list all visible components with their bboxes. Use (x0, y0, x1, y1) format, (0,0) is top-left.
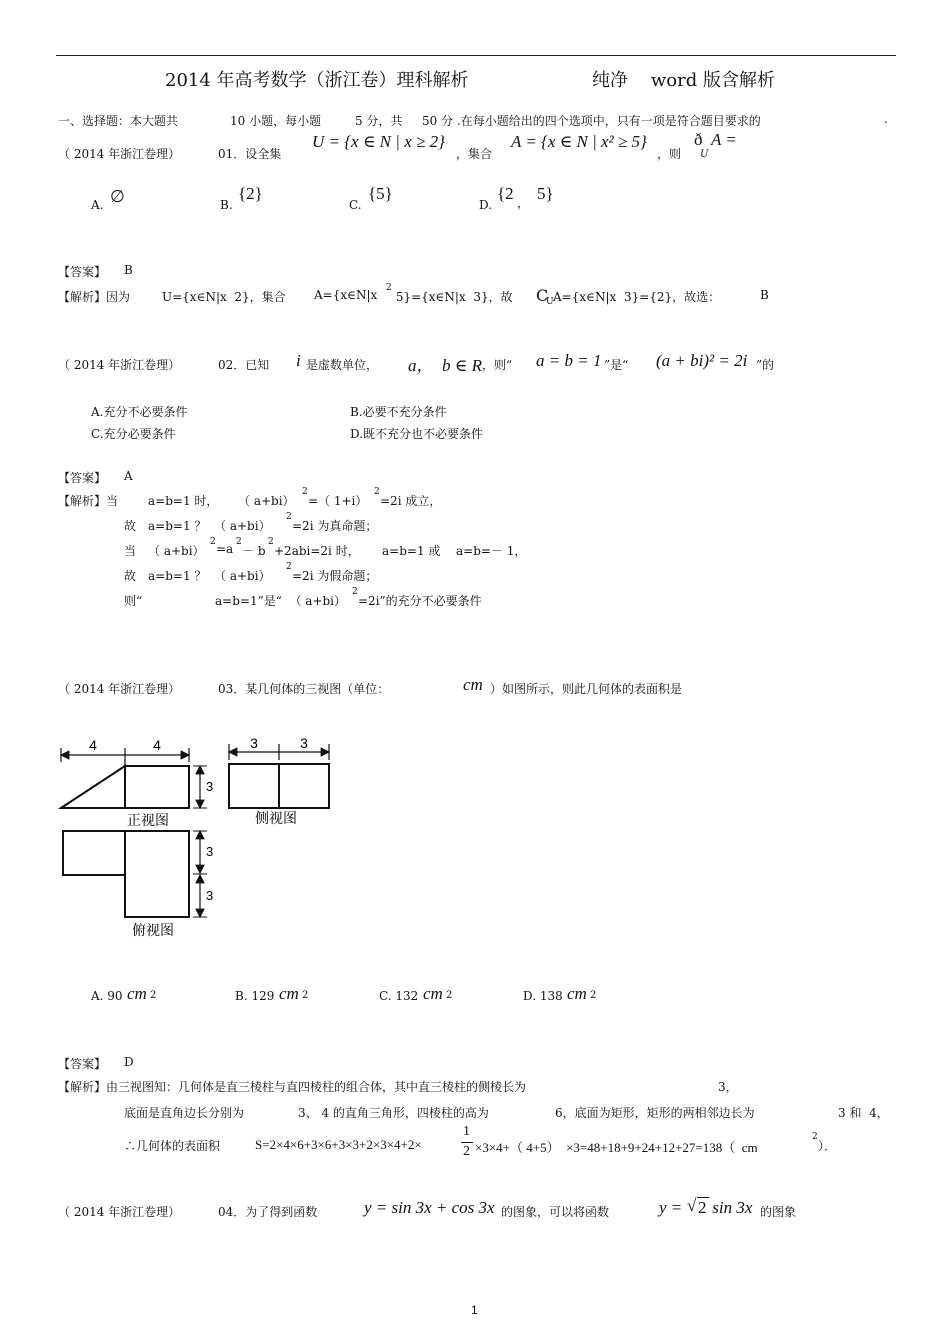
q3-option-c-unit: cm (423, 984, 443, 1003)
section-intro-e: . (884, 112, 888, 126)
front-view (61, 737, 213, 828)
side-width-right: 3 (300, 735, 308, 751)
q3-option-a-value: A. 90 (91, 989, 123, 1003)
front-rectangle (125, 766, 189, 808)
q4-num: 04．为了得到函数 (218, 1205, 318, 1219)
q1-tail: ，则 (657, 147, 682, 161)
q2-option-b: B.必要不充分条件 (350, 405, 447, 419)
q3-option-d-unit: cm (567, 984, 587, 1003)
q4-mid: 的图象，可以将函数 (501, 1205, 610, 1219)
q4-function-2-root: 2 (698, 1198, 707, 1217)
q2-tail: ”的 (756, 358, 775, 372)
q4-tail: 的图象 (760, 1205, 797, 1219)
q1-num: 01．设全集 (218, 147, 282, 161)
q1-answer-label: 【答案】 (58, 265, 107, 279)
q1-solution-3: 5}={x∈N|x 3}，故 (392, 290, 513, 304)
q1-option-a-value: ∅ (110, 187, 125, 206)
top-view (63, 831, 213, 938)
q1-option-d-value-2: 5} (537, 184, 554, 203)
q2-expression: (a + bi)² = 2i (656, 351, 748, 370)
q2-sol-l3-sup2: 2 (236, 537, 242, 547)
fraction-numerator: 1 (463, 1124, 470, 1139)
top-height-upper-label: 3 (206, 844, 214, 859)
q2-sol-l2-sup: 2 (286, 512, 292, 522)
q1-complement-sub: U (700, 149, 709, 160)
q3-option-c-value: C. 132 (379, 989, 419, 1003)
q3-sol-l2c: 6，底面为矩形，矩形的两相邻边长为 (555, 1106, 755, 1120)
q2-sol-l3g: a=b=－ 1， (456, 544, 527, 558)
q1-solution-2: A={x∈N|x (314, 288, 378, 302)
q2-sol-l3c: =a (216, 542, 234, 556)
fraction-bar (461, 1142, 473, 1143)
q3-option-c-sup: 2 (446, 990, 453, 1001)
q3-option-a-unit: cm (127, 984, 147, 1003)
q3-sol-l2a: 底面是直角边长分别为 (124, 1106, 245, 1120)
q2-option-c: C.充分必要条件 (91, 427, 176, 441)
q3-sol-l1: 【解析】由三视图知：几何体是直三棱柱与直四棱柱的组合体，其中直三棱柱的侧棱长为 (58, 1080, 527, 1094)
q2-label: （ 2014 年浙江卷理） (58, 358, 181, 372)
q2-sol-l5-sup: 2 (352, 587, 358, 597)
section-intro-a: 一、选择题：本大题共 (58, 114, 179, 128)
q3-option-b-value: B. 129 (235, 989, 275, 1003)
q4-label: （ 2014 年浙江卷理） (58, 1205, 181, 1219)
page-number: 1 (471, 1303, 478, 1317)
front-width-right: 4 (153, 737, 161, 753)
front-view-caption: 正视图 (127, 812, 169, 828)
sqrt-icon: √ (687, 1196, 697, 1215)
q2-sol-l4-sup: 2 (286, 562, 292, 572)
q2-sol-l3e: +2abi=2i 时， (274, 544, 360, 558)
side-view-caption: 侧视图 (255, 810, 297, 826)
q1-option-b-value: {2} (238, 184, 263, 203)
top-right-rectangle (125, 831, 189, 917)
q2-sol-l1b: （ a+bi） (238, 494, 295, 508)
section-intro-c: 5 分，共 (355, 114, 403, 128)
q3-sol-l1-end: 3， (718, 1080, 738, 1094)
q1-solution-6: B (760, 288, 769, 302)
header-rule (56, 55, 896, 56)
q1-option-d-sep: ， (517, 196, 530, 210)
q3-option-b-unit: cm (279, 984, 299, 1003)
fraction-denominator: 2 (463, 1144, 470, 1159)
q1-option-c-label: C. (349, 198, 362, 212)
q2-answer-value: A (124, 469, 133, 483)
top-view-caption: 俯视图 (132, 922, 174, 938)
q1-solution-5: A={x∈N|x 3}={2}，故选： (553, 290, 721, 304)
q2-sol-l3-sup3: 2 (268, 537, 274, 547)
q2-sol-l4a: 故 (124, 569, 137, 583)
q2-sol-l5c: =2i”的充分不必要条件 (358, 594, 482, 608)
q1-solution-label: 【解析】因为 (58, 290, 131, 304)
q1-answer-value: B (124, 263, 133, 277)
q1-solution-4-sub: U (546, 297, 554, 307)
q1-solution-4: C (536, 286, 549, 305)
q3-sol-l2d: 3 和 4， (838, 1106, 889, 1120)
q4-function-2-suffix: sin 3x (708, 1198, 753, 1217)
q2-sol-l3b: （ a+bi） (148, 544, 205, 558)
q2-sol-l1d: =2i 成立， (380, 494, 442, 508)
q2-condition: a = b = 1 (536, 351, 602, 370)
q2-sol-l2a: 故 (124, 519, 137, 533)
three-view-diagram (55, 730, 345, 945)
q2-sol-l3-sup: 2 (210, 537, 216, 547)
q2-sol-l3d: － b (242, 544, 266, 558)
q1-mid: ，集合 (456, 147, 493, 161)
front-height-label: 3 (206, 779, 214, 794)
q1-option-d-value-1: {2 (497, 184, 514, 203)
doc-title: 2014 年高考数学（浙江卷）理科解析 (165, 70, 469, 91)
q3-option-a-sup: 2 (150, 990, 157, 1001)
q3-sol-l2b: 3、 4 的直角三角形，四棱柱的高为 (298, 1106, 489, 1120)
q2-option-a: A.充分不必要条件 (91, 405, 188, 419)
q2-sol-l4b: a=b=1 ？ （ a+bi） (148, 569, 271, 583)
top-left-rectangle (63, 831, 125, 875)
doc-title-suffix: 纯净 word 版含解析 (592, 70, 775, 91)
q1-option-c-value: {5} (368, 184, 393, 203)
q2-answer-label: 【答案】 (58, 471, 107, 485)
q2-mid3: ”是“ (604, 358, 629, 372)
q2-sol-l1-sup: 2 (302, 487, 308, 497)
q4-function-2-prefix: y = (659, 1198, 687, 1217)
q3-label: （ 2014 年浙江卷理） (58, 682, 181, 696)
front-triangle (61, 766, 125, 808)
q1-solution-2-sup: 2 (386, 283, 392, 293)
q2-mid2: ，则“ (482, 358, 513, 372)
q2-mid1: 是虚数单位， (306, 358, 379, 372)
q1-option-d-label: D. (479, 198, 493, 212)
q1-solution-1: U={x∈N|x 2}，集合 (162, 290, 286, 304)
q1-set-u: U = {x ∈ N | x ≥ 2} (312, 132, 445, 151)
q2-solution-label: 【解析】当 (58, 494, 119, 508)
q3-num: 03．某几何体的三视图（单位： (218, 682, 390, 696)
q3-option-d-sup: 2 (590, 990, 597, 1001)
q3-option-b-sup: 2 (302, 990, 309, 1001)
section-intro-d: 50 分 .在每小题给出的四个选项中，只有一项是符合题目要求的 (422, 114, 761, 128)
q2-sol-l4c: =2i 为假命题； (292, 569, 378, 583)
q2-option-d: D.既不充分也不必要条件 (350, 427, 484, 441)
q3-sol-l3d: ）． (818, 1139, 837, 1153)
q2-sol-l1a: a=b=1 时， (148, 494, 219, 508)
q3-option-d-value: D. 138 (523, 989, 563, 1003)
q2-ab: a， b ∈ R (408, 356, 482, 375)
q1-option-b-label: B. (220, 198, 233, 212)
q3-answer-label: 【答案】 (58, 1057, 107, 1071)
q2-sol-l3f: a=b=1 或 (382, 544, 441, 558)
q2-num: 02．已知 (218, 358, 270, 372)
q1-complement-symbol: ð (694, 130, 703, 149)
q2-sol-l3a: 当 (124, 544, 137, 558)
q1-option-a-label: A. (91, 198, 104, 212)
side-width-left: 3 (250, 735, 258, 751)
q3-sol-l3c: ×3×4+（ 4+5） ×3=48+18+9+24+12+27=138（ cm (475, 1140, 758, 1155)
q3-sol-l3b: S=2×4×6+3×6+3×3+2×3×4+2× (255, 1137, 422, 1152)
q3-tail: ）如图所示，则此几何体的表面积是 (490, 682, 683, 696)
q1-complement-a: A = (711, 130, 737, 149)
q1-label: （ 2014 年浙江卷理） (58, 147, 181, 161)
q2-sol-l1c: =（ 1+i） (308, 494, 368, 508)
q2-sol-l2c: =2i 为真命题； (292, 519, 378, 533)
side-view (229, 735, 329, 826)
q3-answer-value: D (124, 1055, 134, 1069)
q2-sol-l5b: a=b=1”是“ （ a+bi） (215, 594, 347, 608)
q3-sol-l3-sup: 2 (812, 1132, 818, 1142)
section-intro-b: 10 小题，每小题 (230, 114, 322, 128)
q4-function-1: y = sin 3x + cos 3x (364, 1198, 495, 1217)
front-width-left: 4 (89, 737, 97, 753)
q2-sol-l1-sup2: 2 (374, 487, 380, 497)
q3-sol-l3a: ∴几何体的表面积 (124, 1139, 221, 1153)
q2-sol-l2b: a=b=1 ？ （ a+bi） (148, 519, 271, 533)
top-height-lower-label: 3 (206, 888, 214, 903)
q1-set-a: A = {x ∈ N | x² ≥ 5} (511, 132, 647, 151)
q2-i-symbol: i (296, 351, 301, 370)
q2-sol-l5a: 则“ (124, 594, 143, 608)
q3-unit: cm (463, 675, 483, 694)
